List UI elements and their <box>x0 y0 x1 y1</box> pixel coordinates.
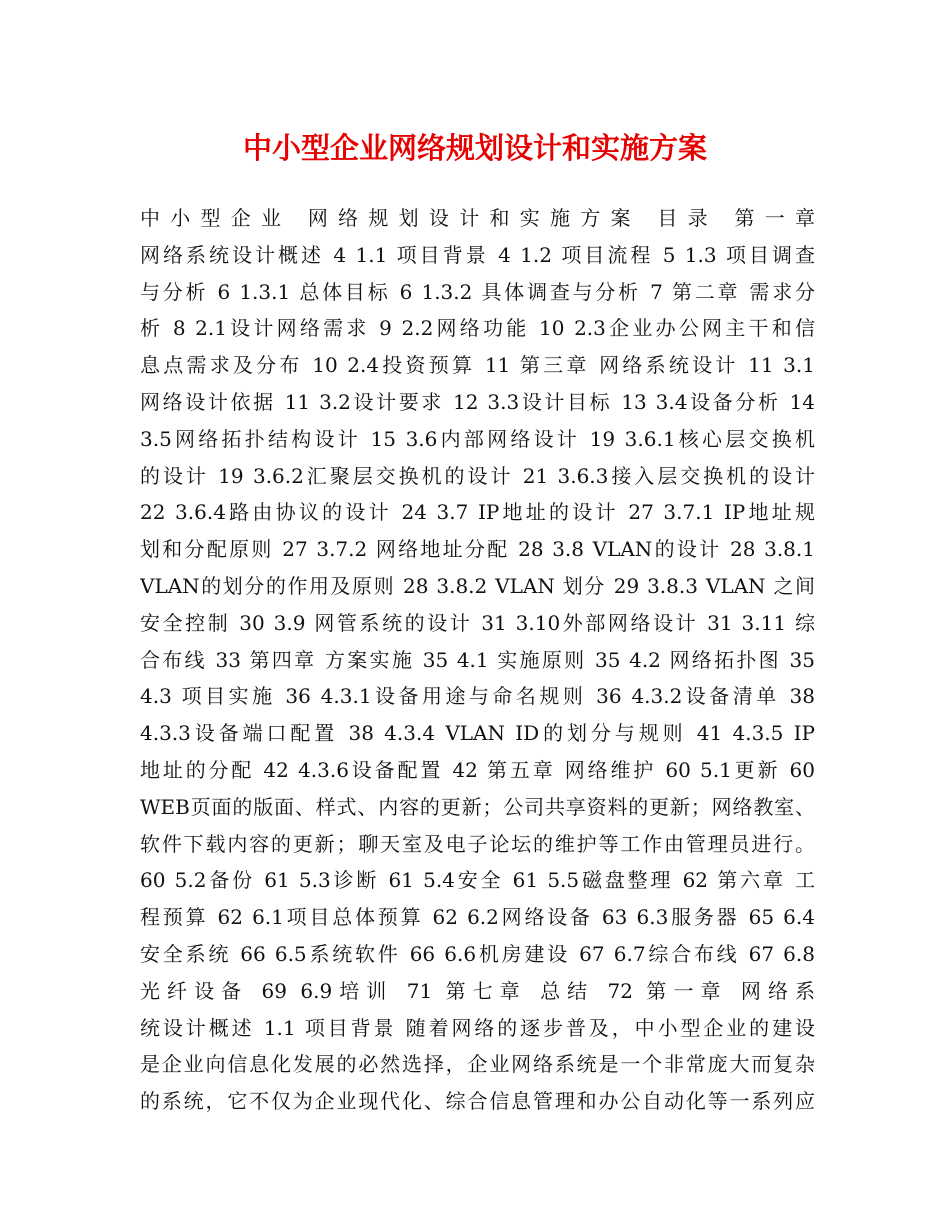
body-line: 网络系统设计概述 4 1.1 项目背景 4 1.2 项目流程 5 1.3 项目调查 <box>140 242 815 267</box>
body-line: 与分析 6 1.3.1 总体目标 6 1.3.2 具体调查与分析 7 第二章 需求分 <box>140 279 815 304</box>
body-line: 地址的分配 42 4.3.6设备配置 42 第五章 网络维护 60 5.1更新 60 <box>140 757 815 782</box>
body-line: 程预算 62 6.1项目总体预算 62 6.2网络设备 63 6.3服务器 65 6.4 <box>140 905 815 930</box>
body-line: 合布线 33 第四章 方案实施 35 4.1 实施原则 35 4.2 网络拓扑图 35 <box>140 647 815 672</box>
body-line: 划和分配原则 27 3.7.2 网络地址分配 28 3.8 VLAN的设计 28 3.8.1 <box>140 537 815 562</box>
body-line: 4.3 项目实施 36 4.3.1设备用途与命名规则 36 4.3.2设备清单 38 <box>140 684 815 709</box>
body-line: 安全控制 30 3.9 网管系统的设计 31 3.10外部网络设计 31 3.11 综 <box>140 610 815 635</box>
body-line: VLAN的划分的作用及原则 28 3.8.2 VLAN 划分 29 3.8.3 VLAN 之间 <box>140 573 815 598</box>
body-line: 安全系统 66 6.5系统软件 66 6.6机房建设 67 6.7综合布线 67 6.8 <box>140 941 815 966</box>
document-body <box>140 200 815 1120</box>
body-line: 息点需求及分布 10 2.4投资预算 11 第三章 网络系统设计 11 3.1 <box>140 353 815 378</box>
body-line: 统设计概述 1.1 项目背景 随着网络的逐步普及，中小型企业的建设 <box>140 1015 815 1040</box>
body-line: 60 5.2备份 61 5.3诊断 61 5.4安全 61 5.5磁盘整理 62 第六章 工 <box>140 868 815 893</box>
body-line: 的设计 19 3.6.2汇聚层交换机的设计 21 3.6.3接入层交换机的设计 <box>140 463 815 488</box>
body-line: 网络设计依据 11 3.2设计要求 12 3.3设计目标 13 3.4设备分析 14 <box>140 389 815 414</box>
body-line: 4.3.3设备端口配置 38 4.3.4 VLAN ID的划分与规则 41 4.3.5 IP <box>140 721 815 746</box>
body-line: 的系统，它不仅为企业现代化、综合信息管理和办公自动化等一系列应 <box>140 1089 815 1114</box>
body-line: 软件下载内容的更新；聊天室及电子论坛的维护等工作由管理员进行。 <box>140 831 815 856</box>
body-line: 中小型企业 网络规划设计和实施方案 目录 第一章 <box>140 206 815 230</box>
body-line: 析 8 2.1设计网络需求 9 2.2网络功能 10 2.3企业办公网主干和信 <box>140 316 815 341</box>
body-line: WEB页面的版面、样式、内容的更新；公司共享资料的更新；网络教室、 <box>140 794 815 819</box>
body-line: 是企业向信息化发展的必然选择，企业网络系统是一个非常庞大而复杂 <box>140 1052 815 1077</box>
body-line: 3.5网络拓扑结构设计 15 3.6内部网络设计 19 3.6.1核心层交换机 <box>140 426 815 451</box>
document-title: 中小型企业网络规划设计和实施方案 <box>242 131 707 165</box>
body-line: 光纤设备 69 6.9培训 71 第七章 总结 72 第一章 网络系 <box>140 978 815 1003</box>
body-line: 22 3.6.4路由协议的设计 24 3.7 IP地址的设计 27 3.7.1 IP地址规 <box>140 500 815 525</box>
